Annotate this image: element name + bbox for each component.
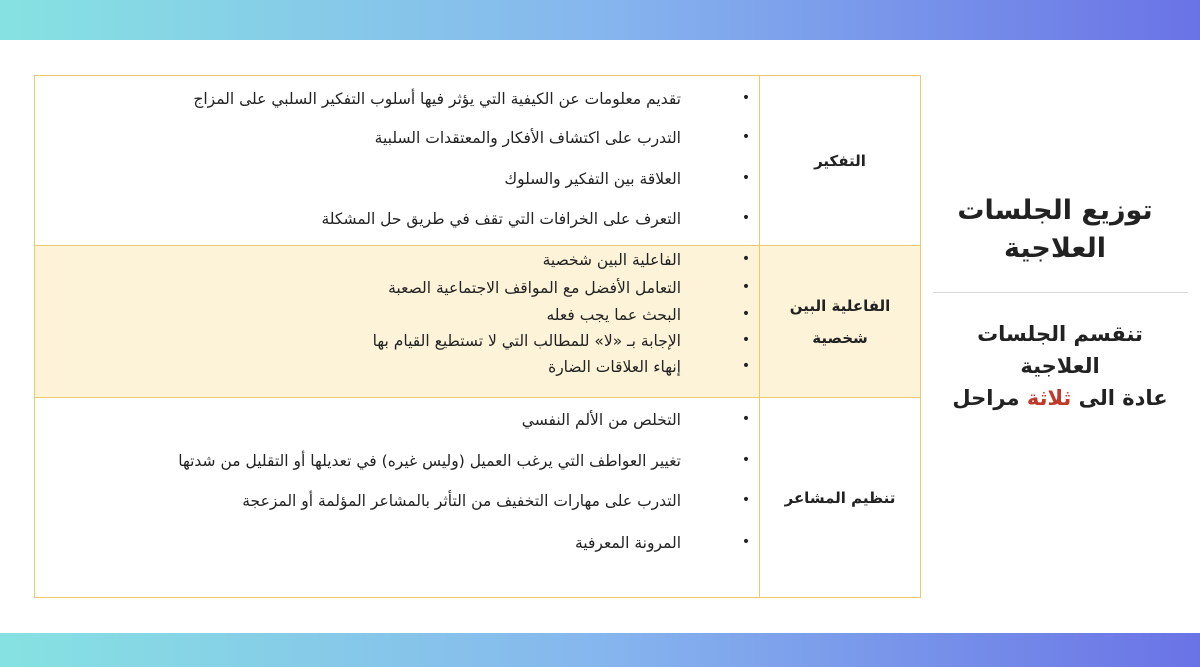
bullet-icon: • <box>741 452 751 468</box>
slide-subtitle: تنقسم الجلسات العلاجية عادة الى ثلاثة مراحل <box>952 322 1168 410</box>
items-thinking: • تقديم معلومات عن الكيفية التي يؤثر فيها أسلوب التفكير السلبي على المزاج • التدرب على اكتشاف الأفكار والمعتقدات السلبية • العلاقة بين التفكير والسلوك • التعرف على الخرافات التي تقف في طريق حل المشكلة <box>35 76 759 245</box>
bullet-icon: • <box>741 129 751 145</box>
bullet-icon: • <box>741 358 751 374</box>
slide-title: توزيع الجلسات العلاجية <box>957 195 1153 264</box>
title-divider <box>933 292 1188 293</box>
bullet-icon: • <box>741 492 751 508</box>
bullet-icon: • <box>741 306 751 322</box>
therapy-sessions-table <box>34 75 921 598</box>
top-gradient-band <box>0 0 1200 40</box>
bullet-icon: • <box>741 534 751 550</box>
bullet-icon: • <box>741 411 751 427</box>
bullet-icon: • <box>741 251 751 267</box>
bottom-gradient-band <box>0 633 1200 667</box>
bullet-icon: • <box>741 90 751 106</box>
table-row-emotion-regulation <box>35 398 920 597</box>
subtitle-accent-word: ثلاثة <box>1026 386 1072 410</box>
table-row-interpersonal <box>35 246 920 398</box>
items-emotion-regulation: • التخلص من الألم النفسي • تغيير العواطف التي يرغب العميل (وليس غيره) في تعديلها أو التقليل من شدتها • التدرب على مهارات التخفيف من التأثر بالمشاعر المؤلمة أو المزعجة • المرونة المعرفية <box>35 398 759 597</box>
bullet-icon: • <box>741 170 751 186</box>
category-thinking: التفكير <box>759 76 920 245</box>
items-interpersonal: • الفاعلية البين شخصية • التعامل الأفضل مع المواقف الاجتماعية الصعبة • البحث عما يجب فعله • الإجابة بـ «لا» للمطالب التي لا تستطيع القيام بها • إنهاء العلاقات الضارة <box>35 246 759 397</box>
bullet-icon: • <box>741 332 751 348</box>
bullet-icon: • <box>741 210 751 226</box>
category-emotion-regulation: تنظيم المشاعر <box>759 398 920 597</box>
bullet-icon: • <box>741 279 751 295</box>
table-row-thinking <box>35 76 920 246</box>
category-interpersonal: الفاعلية البين شخصية <box>759 246 920 397</box>
